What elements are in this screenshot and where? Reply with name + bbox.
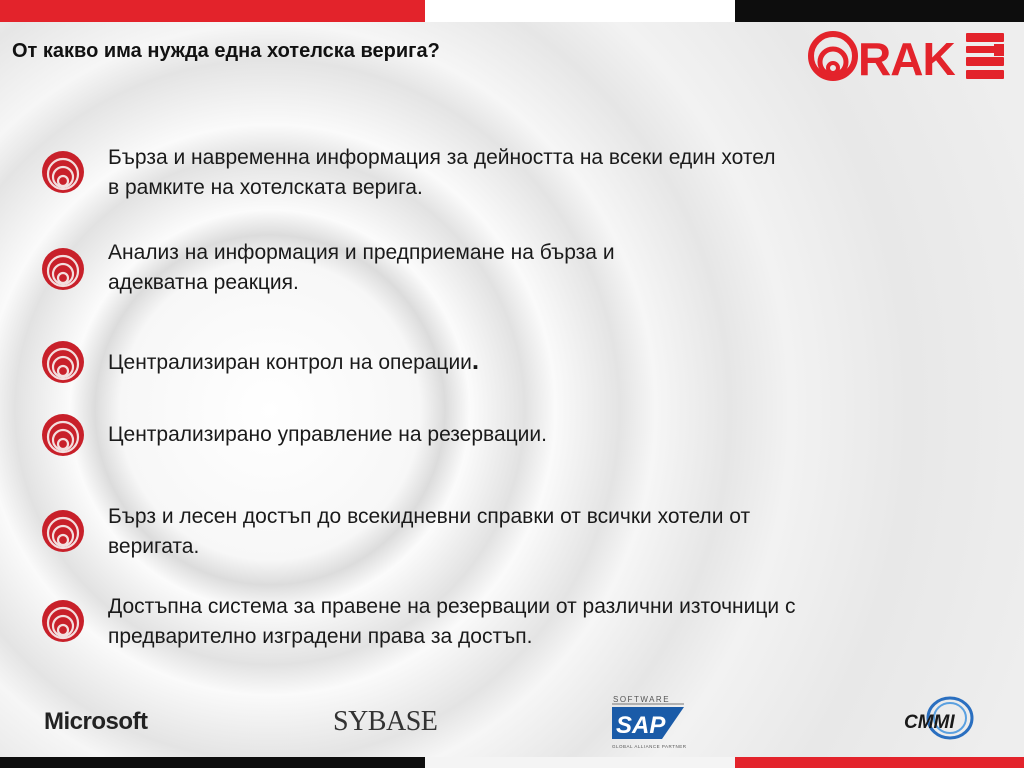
slide-title: От какво има нужда една хотелска верига? bbox=[12, 40, 440, 62]
concentric-circles-icon bbox=[40, 598, 86, 644]
item-text-line: Бърз и лесен достъп до всекидневни справки от всички хотели от bbox=[108, 505, 751, 528]
item-text-line: в рамките на хотелската верига. bbox=[108, 176, 423, 199]
item-text-line: веригата. bbox=[108, 535, 200, 558]
top-bar-white bbox=[425, 0, 735, 22]
svg-text:RAK: RAK bbox=[858, 33, 955, 82]
concentric-circles-icon bbox=[40, 339, 86, 385]
concentric-circles-icon bbox=[40, 149, 86, 195]
item-text-line: Централизиран контрол на операции. bbox=[108, 345, 480, 375]
cmmi-logo bbox=[900, 694, 980, 744]
bottom-bar-black bbox=[0, 757, 425, 768]
bottom-bar-red bbox=[735, 757, 1024, 768]
item-text-line: адекватна реакция. bbox=[108, 271, 299, 294]
item-text: Централизиран контрол на операции bbox=[108, 351, 472, 374]
sap-bottom-text: GLOBAL ALLIANCE PARTNER bbox=[612, 744, 687, 749]
sap-text: SAP bbox=[616, 712, 666, 739]
cmmi-text: CMMI bbox=[904, 712, 955, 733]
item-text-line: Достъпна система за правене на резервации от различни източници с bbox=[108, 595, 796, 618]
top-bar-red bbox=[0, 0, 425, 22]
top-bar-black bbox=[735, 0, 1024, 22]
sap-logo bbox=[610, 693, 690, 753]
microsoft-logo: Microsoft bbox=[44, 708, 148, 735]
item-text-line: Централизирано управление на резервации. bbox=[108, 423, 547, 446]
item-text-line: предварително изградени права за достъп. bbox=[108, 625, 533, 648]
concentric-circles-icon bbox=[40, 508, 86, 554]
orak-logo bbox=[808, 30, 1008, 82]
sybase-logo: SYBASE bbox=[333, 706, 438, 737]
sap-top-text: SOFTWARE bbox=[613, 695, 671, 704]
item-text-line: Бърза и навременна информация за дейността на всеки един хотел bbox=[108, 146, 776, 169]
item-text-line: Анализ на информация и предприемане на бърза и bbox=[108, 241, 615, 264]
concentric-circles-icon bbox=[40, 412, 86, 458]
bottom-bar-white bbox=[425, 757, 735, 768]
concentric-circles-icon bbox=[40, 246, 86, 292]
